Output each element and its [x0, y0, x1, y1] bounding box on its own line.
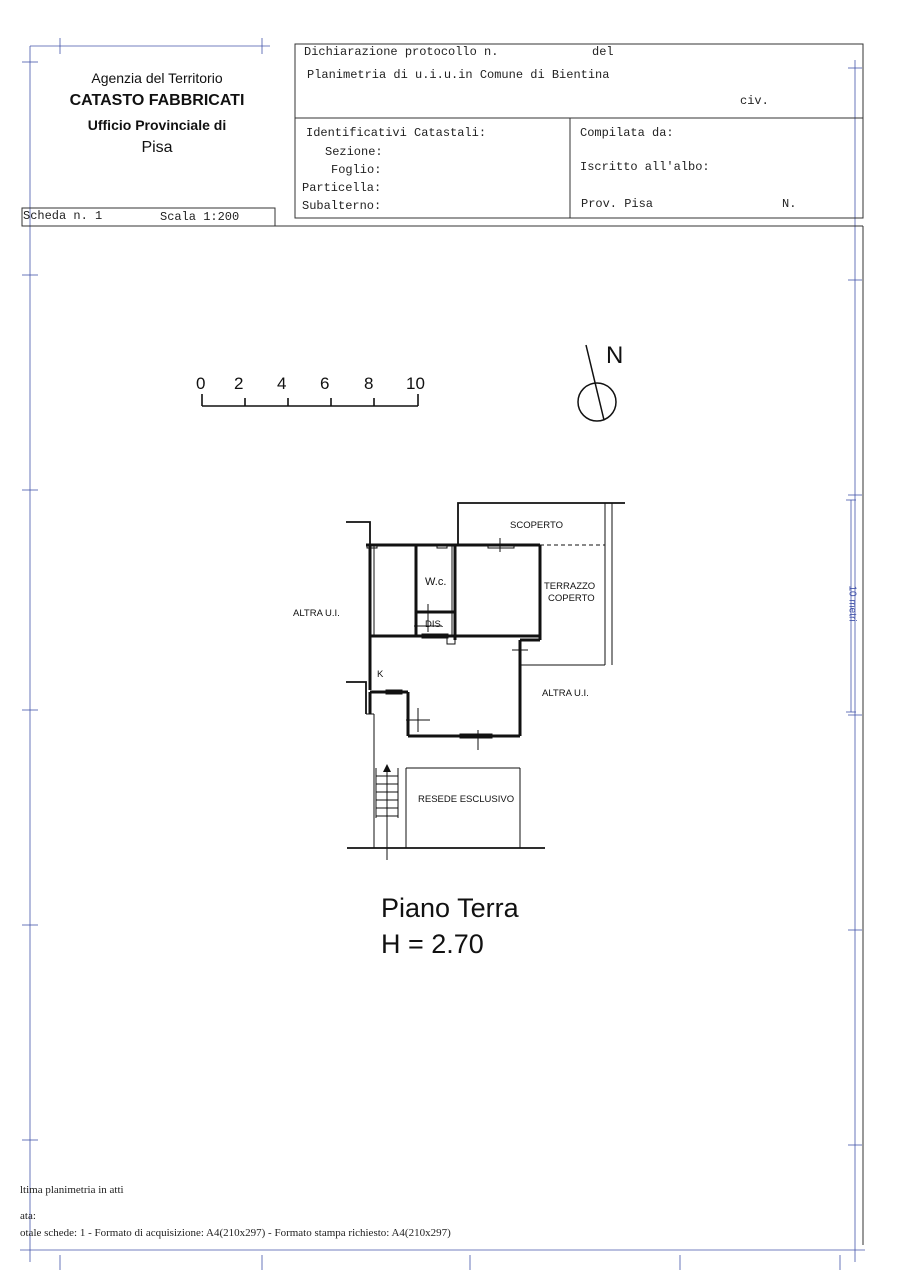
scale-bar	[202, 394, 418, 406]
header-boxes	[22, 44, 863, 1245]
scale-tick-6: 6	[320, 374, 330, 393]
agency-name: Agenzia del Territorio	[91, 70, 223, 86]
identificativi-label: Identificativi Catastali:	[306, 126, 487, 140]
iscritto-label: Iscritto all'albo:	[580, 160, 710, 174]
scale-tick-10: 10	[406, 374, 425, 393]
civ-label: civ.	[740, 94, 769, 108]
sezione-label: Sezione:	[325, 145, 383, 159]
label-altra-left: ALTRA U.I.	[293, 608, 340, 619]
del-label: del	[592, 45, 614, 59]
north-label: N	[606, 342, 624, 369]
scale-tick-2: 2	[234, 374, 244, 393]
label-resede: RESEDE ESCLUSIVO	[418, 794, 515, 805]
footer-line-2: ata:	[20, 1210, 36, 1222]
label-scoperto: SCOPERTO	[510, 520, 563, 531]
footer-line-3: otale schede: 1 - Formato di acquisizione: A4(210x297) - Formato stampa richiesto: A4(210x297)	[20, 1227, 451, 1239]
dichiarazione-label: Dichiarazione protocollo n.	[304, 45, 499, 59]
scale-tick-4: 4	[277, 374, 287, 393]
label-k: K	[377, 669, 384, 680]
n-label: N.	[782, 197, 797, 211]
page-border	[20, 46, 865, 1262]
particella-label: Particella:	[302, 181, 382, 195]
label-terrazzo-2: COPERTO	[548, 593, 595, 604]
ten-metre-label: 10 metri	[846, 585, 858, 622]
prov-label: Prov. Pisa	[581, 197, 654, 211]
catasto-title: CATASTO FABBRICATI	[69, 92, 245, 109]
subalterno-label: Subalterno:	[302, 199, 382, 213]
planimetria-label: Planimetria di u.i.u.in Comune di Bientina	[307, 68, 610, 82]
office-label: Ufficio Provinciale di	[87, 117, 227, 133]
label-altra-right: ALTRA U.I.	[542, 688, 589, 699]
floor-height: H = 2.70	[381, 929, 484, 959]
scale-tick-8: 8	[364, 374, 374, 393]
registration-ticks	[22, 38, 862, 1270]
label-dis: DIS.	[425, 619, 444, 630]
scheda-label: Scheda n. 1	[23, 209, 103, 223]
office-city: Pisa	[141, 139, 173, 156]
floor-name: Piano Terra	[381, 893, 519, 923]
footer-line-1: ltima planimetria in atti	[20, 1184, 124, 1196]
label-wc: W.c.	[425, 576, 447, 588]
floor-plan	[346, 503, 625, 860]
label-terrazzo-1: TERRAZZO	[544, 581, 596, 592]
scala-label: Scala 1:200	[160, 210, 240, 224]
scale-tick-0: 0	[196, 374, 206, 393]
foglio-label: Foglio:	[331, 163, 382, 177]
compilata-label: Compilata da:	[580, 126, 674, 140]
